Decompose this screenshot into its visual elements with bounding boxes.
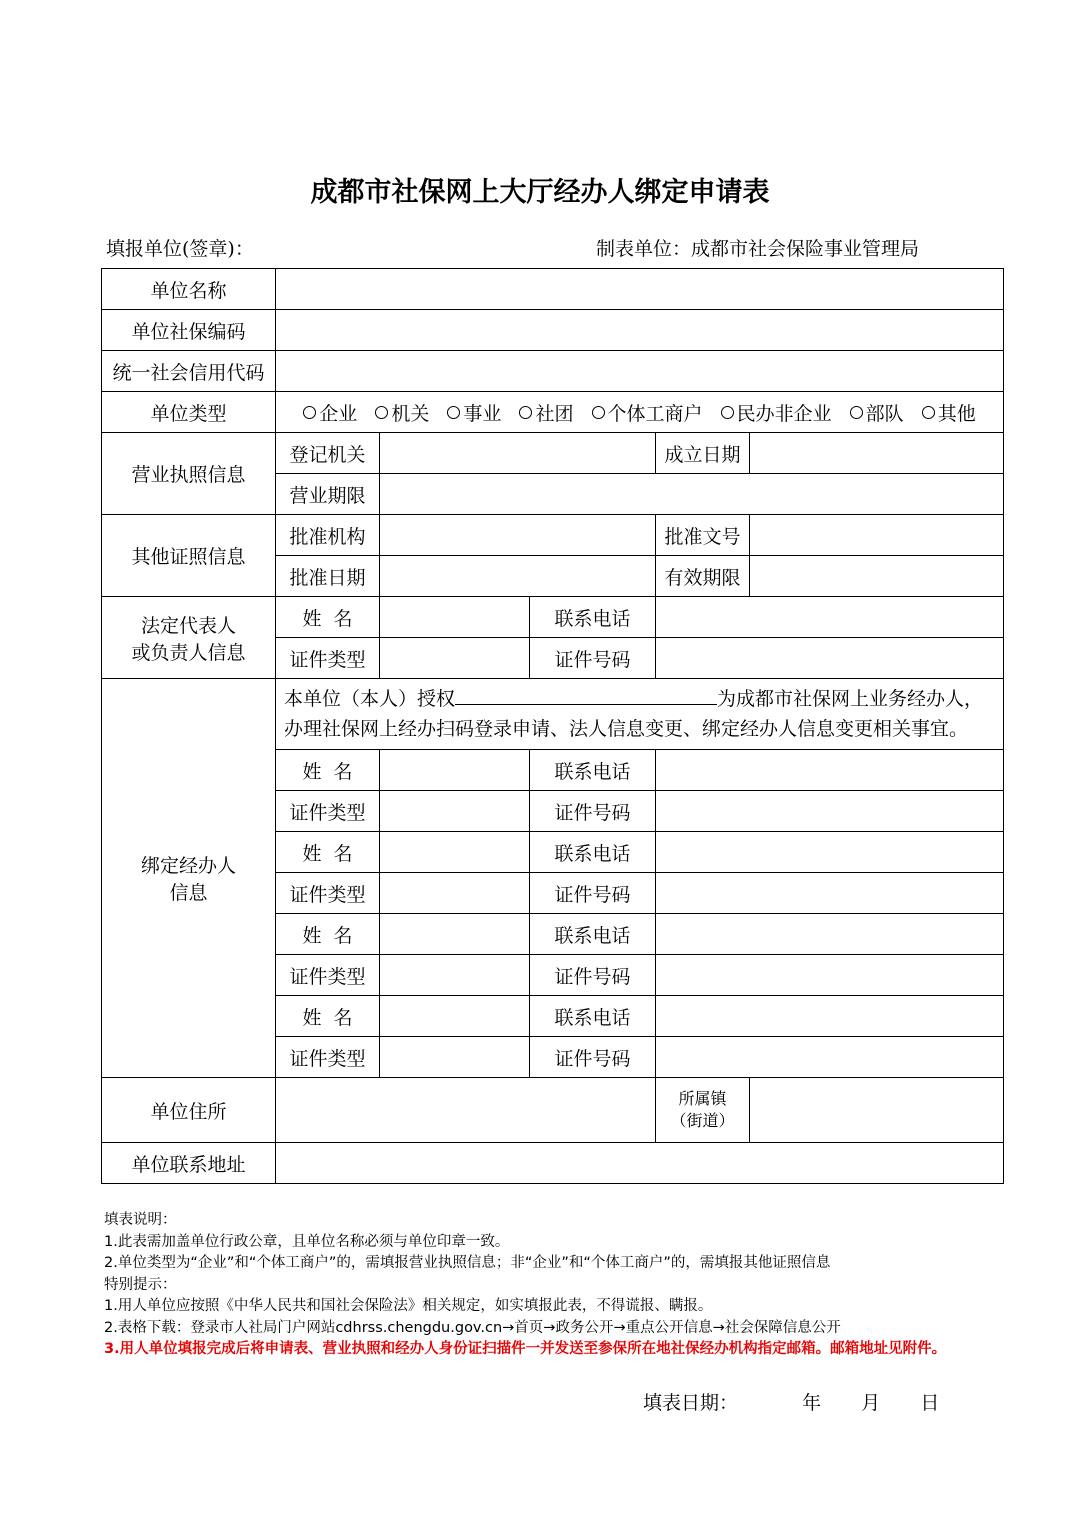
legal-rep-phone-field[interactable] <box>656 597 1004 638</box>
row-other-cert-1 <box>102 515 1004 556</box>
legal-rep-id-no-field[interactable] <box>656 638 1004 679</box>
name-label: 姓 名 <box>276 597 380 638</box>
day-label: 日 <box>920 1392 940 1414</box>
legal-rep-name-field[interactable] <box>380 597 530 638</box>
row-unit-type <box>102 392 1004 433</box>
authorization-statement: 本单位（本人）授权 为成都市社保网上业务经办人， 办理社保网上经办扫码登录申请、法人信息变更、绑定经办人信息变更相关事宜。 <box>276 679 1004 750</box>
phone-label: 联系电话 <box>530 832 656 873</box>
legal-rep-id-type-field[interactable] <box>380 638 530 679</box>
agent-name-field[interactable] <box>380 750 530 791</box>
phone-label: 联系电话 <box>530 914 656 955</box>
unit-signature-label: 填报单位(签章)： <box>106 238 254 260</box>
valid-term-label: 有效期限 <box>656 556 750 597</box>
agent-id-no-field[interactable] <box>656 955 1004 996</box>
approve-org-label: 批准机构 <box>276 515 380 556</box>
red-tip-item: 3.用人单位填报完成后将申请表、营业执照和经办人身份证扫描件一并发送至参保所在地社保经办机构指定邮箱。邮箱地址见附件。 <box>104 1341 947 1357</box>
year-label: 年 <box>802 1392 822 1414</box>
biz-license-label: 营业执照信息 <box>102 433 276 515</box>
form-maker-label: 制表单位：成都市社会保险事业管理局 <box>596 238 920 260</box>
row-legal-rep-1 <box>102 597 1004 638</box>
unit-type-option[interactable]: 事业 <box>447 399 501 426</box>
id-type-label: 证件类型 <box>276 1037 380 1078</box>
tip-item: 1.用人单位应按照《中华人民共和国社会保险法》相关规定，如实填报此表，不得谎报、瞒报。 <box>104 1298 713 1314</box>
agent-name-field[interactable] <box>380 832 530 873</box>
agent-id-type-field[interactable] <box>380 791 530 832</box>
form-title: 成都市社保网上大厅经办人绑定申请表 <box>310 177 770 208</box>
contact-address-field[interactable] <box>276 1143 1004 1184</box>
unit-ss-code-label: 单位社保编码 <box>102 310 276 351</box>
other-cert-label: 其他证照信息 <box>102 515 276 597</box>
agent-id-type-field[interactable] <box>380 873 530 914</box>
application-form-table <box>101 268 1004 1184</box>
unit-type-option[interactable]: 社团 <box>519 399 573 426</box>
legal-rep-label: 法定代表人 或负责人信息 <box>102 597 276 679</box>
town-field[interactable] <box>750 1078 1004 1143</box>
unit-type-option[interactable]: 企业 <box>303 399 357 426</box>
unit-type-option[interactable]: 民办非企业 <box>721 399 832 426</box>
unit-type-option[interactable]: 部队 <box>850 399 904 426</box>
radio-circle-icon <box>375 406 388 419</box>
row-contact-address <box>102 1143 1004 1184</box>
tips-heading: 特别提示： <box>104 1276 177 1293</box>
biz-term-label: 营业期限 <box>276 474 380 515</box>
approve-date-field[interactable] <box>380 556 656 597</box>
unit-ss-code-field[interactable] <box>276 310 1004 351</box>
biz-term-field[interactable] <box>380 474 1004 515</box>
id-no-label: 证件号码 <box>530 791 656 832</box>
phone-label: 联系电话 <box>530 750 656 791</box>
reg-authority-label: 登记机关 <box>276 433 380 474</box>
row-unit-name <box>102 269 1004 310</box>
unit-type-option[interactable]: 其他 <box>922 399 976 426</box>
found-date-label: 成立日期 <box>656 433 750 474</box>
notes-heading: 填表说明： <box>104 1212 177 1228</box>
form-notes <box>104 1210 1004 1361</box>
id-type-label: 证件类型 <box>276 791 380 832</box>
row-address <box>102 1078 1004 1143</box>
unit-type-option[interactable]: 个体工商户 <box>592 399 703 426</box>
town-label: 所属镇 （街道） <box>656 1078 750 1143</box>
agent-phone-field[interactable] <box>656 996 1004 1037</box>
fill-date <box>643 1388 939 1415</box>
approve-no-field[interactable] <box>750 515 1004 556</box>
agent-id-type-field[interactable] <box>380 955 530 996</box>
unit-type-option[interactable]: 机关 <box>375 399 429 426</box>
month-label: 月 <box>861 1392 881 1414</box>
name-label: 姓 名 <box>276 750 380 791</box>
note-item: 2.单位类型为“企业”和“个体工商户”的，需填报营业执照信息；非“企业”和“个体工商户”的，需填报其他证照信息 <box>104 1255 831 1271</box>
tip-item: 2.表格下载：登录市人社局门户网站cdhrss.chengdu.gov.cn→首页→政务公开→重点公开信息→社会保障信息公开 <box>104 1319 841 1336</box>
id-no-label: 证件号码 <box>530 1037 656 1078</box>
agent-info-label: 绑定经办人 信息 <box>102 679 276 1078</box>
credit-code-label: 统一社会信用代码 <box>102 351 276 392</box>
approve-date-label: 批准日期 <box>276 556 380 597</box>
reg-authority-field[interactable] <box>380 433 656 474</box>
note-item: 1.此表需加盖单位行政公章，且单位名称必须与单位印章一致。 <box>104 1233 510 1250</box>
agent-phone-field[interactable] <box>656 750 1004 791</box>
radio-circle-icon <box>519 406 532 419</box>
agent-phone-field[interactable] <box>656 914 1004 955</box>
phone-label: 联系电话 <box>530 996 656 1037</box>
unit-type-label: 单位类型 <box>102 392 276 433</box>
address-field[interactable] <box>276 1078 656 1143</box>
id-no-label: 证件号码 <box>530 638 656 679</box>
address-label: 单位住所 <box>102 1078 276 1143</box>
radio-circle-icon <box>721 406 734 419</box>
found-date-field[interactable] <box>750 433 1004 474</box>
credit-code-field[interactable] <box>276 351 1004 392</box>
radio-circle-icon <box>303 406 316 419</box>
unit-type-options <box>276 392 1004 433</box>
row-credit-code <box>102 351 1004 392</box>
radio-circle-icon <box>922 406 935 419</box>
name-label: 姓 名 <box>276 996 380 1037</box>
agent-id-no-field[interactable] <box>656 873 1004 914</box>
agent-phone-field[interactable] <box>656 832 1004 873</box>
contact-address-label: 单位联系地址 <box>102 1143 276 1184</box>
fill-date-label: 填表日期： <box>643 1392 739 1414</box>
approve-no-label: 批准文号 <box>656 515 750 556</box>
valid-term-field[interactable] <box>750 556 1004 597</box>
agent-id-type-field[interactable] <box>380 1037 530 1078</box>
id-no-label: 证件号码 <box>530 955 656 996</box>
agent-id-no-field[interactable] <box>656 1037 1004 1078</box>
row-unit-ss-code <box>102 310 1004 351</box>
id-type-label: 证件类型 <box>276 873 380 914</box>
row-biz-license-1 <box>102 433 1004 474</box>
id-no-label: 证件号码 <box>530 873 656 914</box>
radio-circle-icon <box>850 406 863 419</box>
authorized-agent-blank[interactable] <box>455 684 717 705</box>
agent-name-field[interactable] <box>380 914 530 955</box>
row-agent-auth <box>102 679 1004 750</box>
unit-name-label: 单位名称 <box>102 269 276 310</box>
unit-name-field[interactable] <box>276 269 1004 310</box>
id-type-label: 证件类型 <box>276 955 380 996</box>
agent-name-field[interactable] <box>380 996 530 1037</box>
radio-circle-icon <box>447 406 460 419</box>
name-label: 姓 名 <box>276 914 380 955</box>
name-label: 姓 名 <box>276 832 380 873</box>
agent-id-no-field[interactable] <box>656 791 1004 832</box>
id-type-label: 证件类型 <box>276 638 380 679</box>
radio-circle-icon <box>592 406 605 419</box>
phone-label: 联系电话 <box>530 597 656 638</box>
approve-org-field[interactable] <box>380 515 656 556</box>
